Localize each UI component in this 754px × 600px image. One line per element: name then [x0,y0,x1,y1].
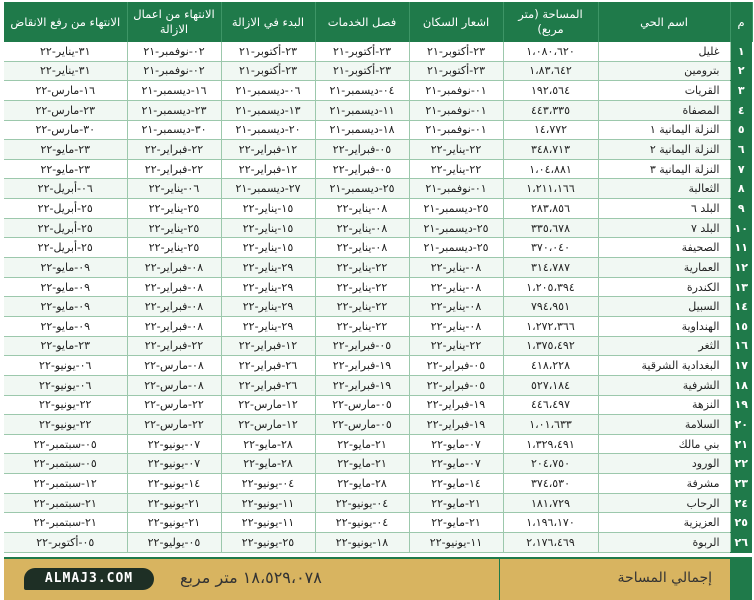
district-name-cell: البغدادية الشرقية [598,356,730,376]
area-cell: ١،٨٣،٦٤٢ [503,61,598,81]
row-num-cell: ١٤ [730,297,752,317]
table-row [4,434,752,454]
area-cell: ٢،١٧٦،٤٦٩ [503,533,598,553]
residents-notice-cell: ٢٣-أكتوبر-٢١ [409,42,503,61]
header-services-cut: فصل الخدمات [315,2,409,42]
header-num: م [730,2,752,42]
districts-table-panel [4,2,752,598]
removal-start-cell: ٢٧-ديسمبر-٢١ [221,179,315,199]
removal-end-cell: ٢١-يونيو-٢٢ [127,493,221,513]
debris-clear-cell: ٢٣-مارس-٢٢ [4,100,127,120]
area-cell: ١٤،٧٧٢ [503,120,598,140]
debris-clear-cell: ٣٠-مارس-٢٢ [4,120,127,140]
removal-end-cell: ٠٦-يناير-٢٢ [127,179,221,199]
area-cell: ٣٧٤،٥٣٠ [503,474,598,494]
table-header [4,2,752,42]
residents-notice-cell: ٠١-نوفمبر-٢١ [409,120,503,140]
district-name-cell: الصحيفة [598,238,730,258]
area-cell: ٤٤٣،٣٣٥ [503,100,598,120]
residents-notice-cell: ٢٥-ديسمبر-٢١ [409,218,503,238]
removal-end-cell: ٠٧-يونيو-٢٢ [127,434,221,454]
removal-end-cell: ٠٨-فبراير-٢٢ [127,277,221,297]
removal-end-cell: ٠٢-نوفمبر-٢١ [127,42,221,61]
services-cut-cell: ٢٢-يناير-٢٢ [315,258,409,278]
table-row [4,277,752,297]
total-area-value: ١٨،٥٢٩،٠٧٨ متر مربع [180,568,322,587]
removal-start-cell: ٢٠-ديسمبر-٢١ [221,120,315,140]
services-cut-cell: ٠٥-مارس-٢٢ [315,415,409,435]
almaj3-logo: ALMAJ3.COM [24,568,154,590]
table-row [4,454,752,474]
district-name-cell: العزيزية [598,513,730,533]
residents-notice-cell: ٠٥-فبراير-٢٢ [409,375,503,395]
debris-clear-cell: ٠٩-مايو-٢٢ [4,277,127,297]
services-cut-cell: ٠٤-يونيو-٢٢ [315,513,409,533]
removal-end-cell: ٢٢-مارس-٢٢ [127,395,221,415]
residents-notice-cell: ٠٨-يناير-٢٢ [409,277,503,297]
residents-notice-cell: ١٩-فبراير-٢٢ [409,415,503,435]
table-row [4,120,752,140]
row-num-cell: ٣ [730,81,752,101]
removal-start-cell: ١٢-فبراير-٢٢ [221,336,315,356]
table-row [4,238,752,258]
area-cell: ٣٣٥،٦٧٨ [503,218,598,238]
table-row [4,336,752,356]
row-num-cell: ١٩ [730,395,752,415]
area-cell: ٢٠٤،٧٥٠ [503,454,598,474]
removal-end-cell: ٢٥-يناير-٢٢ [127,199,221,219]
area-cell: ٢٨٣،٨٥٦ [503,199,598,219]
row-num-cell: ١٦ [730,336,752,356]
debris-clear-cell: ٢١-سبتمبر-٢٢ [4,493,127,513]
residents-notice-cell: ٢٢-يناير-٢٢ [409,336,503,356]
area-cell: ١،١٩٦،١٧٠ [503,513,598,533]
debris-clear-cell: ٠٦-يونيو-٢٢ [4,375,127,395]
debris-clear-cell: ٠٥-أكتوبر-٢٢ [4,533,127,553]
district-name-cell: الثعالبة [598,179,730,199]
district-name-cell: السلامة [598,415,730,435]
residents-notice-cell: ٠٥-فبراير-٢٢ [409,356,503,376]
removal-end-cell: ٠٧-يونيو-٢٢ [127,454,221,474]
debris-clear-cell: ٢١-سبتمبر-٢٢ [4,513,127,533]
removal-end-cell: ١٤-يونيو-٢٢ [127,474,221,494]
debris-clear-cell: ٠٩-مايو-٢٢ [4,258,127,278]
removal-start-cell: ٠٦-ديسمبر-٢١ [221,81,315,101]
debris-clear-cell: ٢٣-مايو-٢٢ [4,159,127,179]
residents-notice-cell: ١٩-فبراير-٢٢ [409,395,503,415]
area-cell: ١،٠٨٠،٦٢٠ [503,42,598,61]
removal-end-cell: ٢٥-يناير-٢٢ [127,218,221,238]
table-row [4,474,752,494]
removal-end-cell: ٢٢-فبراير-٢٢ [127,336,221,356]
removal-start-cell: ٢٩-يناير-٢٢ [221,297,315,317]
removal-end-cell: ٠٥-يوليو-٢٢ [127,533,221,553]
header-debris-clear: الانتهاء من رفع الانقاض [4,2,127,42]
area-cell: ١،٢٧٢،٣٦٦ [503,316,598,336]
removal-start-cell: ٢٩-يناير-٢٢ [221,277,315,297]
removal-end-cell: ٢٢-فبراير-٢٢ [127,159,221,179]
residents-notice-cell: ٠٧-مايو-٢٢ [409,454,503,474]
table-body [4,42,752,552]
area-cell: ٣٤٨،٧١٣ [503,140,598,160]
services-cut-cell: ١٩-فبراير-٢٢ [315,356,409,376]
district-name-cell: العمارية [598,258,730,278]
services-cut-cell: ٠٥-فبراير-٢٢ [315,159,409,179]
header-area: المساحة (متر مربع) [503,2,598,42]
area-cell: ٣٧٠،٠٤٠ [503,238,598,258]
area-cell: ٧٩٤،٩٥١ [503,297,598,317]
district-name-cell: البلد ٧ [598,218,730,238]
services-cut-cell: ٢٣-أكتوبر-٢١ [315,42,409,61]
residents-notice-cell: ٢١-مايو-٢٢ [409,513,503,533]
total-area-label: إجمالي المساحة [617,570,712,586]
row-num-cell: ٢ [730,61,752,81]
removal-end-cell: ٢٣-ديسمبر-٢١ [127,100,221,120]
services-cut-cell: ١٩-فبراير-٢٢ [315,375,409,395]
row-num-cell: ٢٣ [730,474,752,494]
removal-end-cell: ٢٢-فبراير-٢٢ [127,140,221,160]
debris-clear-cell: ٢٥-أبريل-٢٢ [4,199,127,219]
district-name-cell: النزلة اليمانية ١ [598,120,730,140]
table-row [4,513,752,533]
footer-num-strip [730,559,752,600]
table-row [4,61,752,81]
table-row [4,100,752,120]
district-name-cell: غليل [598,42,730,61]
removal-start-cell: ٢٩-يناير-٢٢ [221,258,315,278]
table-row [4,493,752,513]
debris-clear-cell: ٣١-يناير-٢٢ [4,61,127,81]
area-cell: ٥٢٧،١٨٤ [503,375,598,395]
district-name-cell: القريات [598,81,730,101]
table-row [4,218,752,238]
removal-start-cell: ٢٦-فبراير-٢٢ [221,356,315,376]
residents-notice-cell: ٢٥-ديسمبر-٢١ [409,238,503,258]
residents-notice-cell: ٢١-مايو-٢٢ [409,493,503,513]
debris-clear-cell: ١٢-سبتمبر-٢٢ [4,474,127,494]
area-cell: ١،٢٠٥،٣٩٤ [503,277,598,297]
removal-start-cell: ١٢-مارس-٢٢ [221,415,315,435]
table-row [4,316,752,336]
removal-start-cell: ١٥-يناير-٢٢ [221,218,315,238]
residents-notice-cell: ٠١-نوفمبر-٢١ [409,81,503,101]
services-cut-cell: ٢٣-أكتوبر-٢١ [315,61,409,81]
row-num-cell: ٦ [730,140,752,160]
districts-removal-schedule-table [4,2,753,553]
district-name-cell: بترومين [598,61,730,81]
debris-clear-cell: ٠٥-سبتمبر-٢٢ [4,454,127,474]
residents-notice-cell: ٢٣-أكتوبر-٢١ [409,61,503,81]
removal-start-cell: ٢٩-يناير-٢٢ [221,316,315,336]
removal-end-cell: ٢٢-مارس-٢٢ [127,415,221,435]
removal-start-cell: ١٥-يناير-٢٢ [221,199,315,219]
residents-notice-cell: ٠١-نوفمبر-٢١ [409,100,503,120]
debris-clear-cell: ٠٥-سبتمبر-٢٢ [4,434,127,454]
removal-start-cell: ٢٣-أكتوبر-٢١ [221,61,315,81]
services-cut-cell: ٠٤-يونيو-٢٢ [315,493,409,513]
residents-notice-cell: ١١-يونيو-٢٢ [409,533,503,553]
area-cell: ١،٠١،٦٣٣ [503,415,598,435]
residents-notice-cell: ٢٥-ديسمبر-٢١ [409,199,503,219]
debris-clear-cell: ٢٥-أبريل-٢٢ [4,238,127,258]
debris-clear-cell: ٠٦-أبريل-٢٢ [4,179,127,199]
row-num-cell: ٢٥ [730,513,752,533]
area-cell: ١،٢١١،١٦٦ [503,179,598,199]
row-num-cell: ١٨ [730,375,752,395]
services-cut-cell: ٢٢-يناير-٢٢ [315,316,409,336]
district-name-cell: مشرفة [598,474,730,494]
removal-start-cell: ٢٨-مايو-٢٢ [221,454,315,474]
district-name-cell: النزهة [598,395,730,415]
area-cell: ١٨١،٧٢٩ [503,493,598,513]
district-name-cell: السبيل [598,297,730,317]
row-num-cell: ٨ [730,179,752,199]
row-num-cell: ٥ [730,120,752,140]
removal-start-cell: ٢٦-فبراير-٢٢ [221,375,315,395]
row-num-cell: ١٧ [730,356,752,376]
row-num-cell: ١٣ [730,277,752,297]
services-cut-cell: ٠٨-يناير-٢٢ [315,238,409,258]
residents-notice-cell: ٢٢-يناير-٢٢ [409,140,503,160]
debris-clear-cell: ٣١-يناير-٢٢ [4,42,127,61]
table-row [4,42,752,61]
removal-start-cell: ١٢-فبراير-٢٢ [221,159,315,179]
debris-clear-cell: ٢٢-يونيو-٢٢ [4,395,127,415]
table-row [4,415,752,435]
removal-start-cell: ١١-يونيو-٢٢ [221,513,315,533]
services-cut-cell: ٠٥-فبراير-٢٢ [315,140,409,160]
footer-divider [499,559,500,600]
services-cut-cell: ٢٢-يناير-٢٢ [315,277,409,297]
removal-end-cell: ١٦-ديسمبر-٢١ [127,81,221,101]
district-name-cell: الشرفية [598,375,730,395]
row-num-cell: ١١ [730,238,752,258]
services-cut-cell: ٢٥-ديسمبر-٢١ [315,179,409,199]
removal-start-cell: ١٣-ديسمبر-٢١ [221,100,315,120]
residents-notice-cell: ٠١-نوفمبر-٢١ [409,179,503,199]
removal-end-cell: ٠٨-فبراير-٢٢ [127,258,221,278]
table-row [4,375,752,395]
row-num-cell: ٤ [730,100,752,120]
area-cell: ٣١٤،٧٨٧ [503,258,598,278]
debris-clear-cell: ٢٥-أبريل-٢٢ [4,218,127,238]
table-row [4,356,752,376]
residents-notice-cell: ٠٨-يناير-٢٢ [409,297,503,317]
debris-clear-cell: ٢٣-مايو-٢٢ [4,336,127,356]
area-cell: ١،٠٤،٨٨١ [503,159,598,179]
district-name-cell: الورود [598,454,730,474]
removal-end-cell: ٠٨-فبراير-٢٢ [127,297,221,317]
debris-clear-cell: ٢٢-يونيو-٢٢ [4,415,127,435]
services-cut-cell: ٠٥-فبراير-٢٢ [315,336,409,356]
services-cut-cell: ٠٤-ديسمبر-٢١ [315,81,409,101]
row-num-cell: ٧ [730,159,752,179]
district-name-cell: البلد ٦ [598,199,730,219]
debris-clear-cell: ٠٦-يونيو-٢٢ [4,356,127,376]
debris-clear-cell: ١٦-مارس-٢٢ [4,81,127,101]
services-cut-cell: ٢٢-يناير-٢٢ [315,297,409,317]
residents-notice-cell: ٠٨-يناير-٢٢ [409,258,503,278]
removal-start-cell: ٢٣-أكتوبر-٢١ [221,42,315,61]
residents-notice-cell: ٠٧-مايو-٢٢ [409,434,503,454]
table-row [4,140,752,160]
residents-notice-cell: ٠٨-يناير-٢٢ [409,316,503,336]
debris-clear-cell: ٢٣-مايو-٢٢ [4,140,127,160]
row-num-cell: ١٥ [730,316,752,336]
row-num-cell: ٢٤ [730,493,752,513]
header-removal-start: البدء في الازالة [221,2,315,42]
removal-start-cell: ٢٥-يونيو-٢٢ [221,533,315,553]
district-name-cell: الرحاب [598,493,730,513]
table-row [4,179,752,199]
residents-notice-cell: ١٤-مايو-٢٢ [409,474,503,494]
removal-start-cell: ١٥-يناير-٢٢ [221,238,315,258]
services-cut-cell: ٠٨-يناير-٢٢ [315,199,409,219]
removal-end-cell: ٠٨-مارس-٢٢ [127,356,221,376]
district-name-cell: الكندرة [598,277,730,297]
header-residents-notice: اشعار السكان [409,2,503,42]
total-area-footer [4,557,752,600]
removal-start-cell: ٢٨-مايو-٢٢ [221,434,315,454]
table-row [4,199,752,219]
removal-end-cell: ٠٨-فبراير-٢٢ [127,316,221,336]
area-cell: ١،٣٧٥،٤٩٢ [503,336,598,356]
removal-end-cell: ٣٠-ديسمبر-٢١ [127,120,221,140]
residents-notice-cell: ٢٢-يناير-٢٢ [409,159,503,179]
district-name-cell: الثغر [598,336,730,356]
table-row [4,258,752,278]
district-name-cell: النزلة اليمانية ٣ [598,159,730,179]
services-cut-cell: ١٨-يونيو-٢٢ [315,533,409,553]
row-num-cell: ٢٠ [730,415,752,435]
table-row [4,81,752,101]
table-row [4,533,752,553]
row-num-cell: ٢٦ [730,533,752,553]
removal-end-cell: ٢٥-يناير-٢٢ [127,238,221,258]
removal-end-cell: ٠٨-مارس-٢٢ [127,375,221,395]
removal-start-cell: ١٢-مارس-٢٢ [221,395,315,415]
row-num-cell: ١٢ [730,258,752,278]
row-num-cell: ٢٢ [730,454,752,474]
removal-start-cell: ٠٤-يونيو-٢٢ [221,474,315,494]
area-cell: ٤١٨،٢٢٨ [503,356,598,376]
district-name-cell: النزلة اليمانية ٢ [598,140,730,160]
services-cut-cell: ٢١-مايو-٢٢ [315,454,409,474]
services-cut-cell: ٢١-مايو-٢٢ [315,434,409,454]
area-cell: ١٩٢،٥٦٤ [503,81,598,101]
table-row [4,395,752,415]
row-num-cell: ٩ [730,199,752,219]
debris-clear-cell: ٠٩-مايو-٢٢ [4,316,127,336]
removal-start-cell: ١١-يونيو-٢٢ [221,493,315,513]
district-name-cell: بني مالك [598,434,730,454]
services-cut-cell: ١١-ديسمبر-٢١ [315,100,409,120]
district-name-cell: الربوة [598,533,730,553]
removal-end-cell: ٢١-يونيو-٢٢ [127,513,221,533]
area-cell: ٤٤٦،٤٩٧ [503,395,598,415]
removal-end-cell: ٠٢-نوفمبر-٢١ [127,61,221,81]
area-cell: ١،٣٢٩،٤٩١ [503,434,598,454]
district-name-cell: الهنداوية [598,316,730,336]
services-cut-cell: ١٨-ديسمبر-٢١ [315,120,409,140]
district-name-cell: المصفاة [598,100,730,120]
row-num-cell: ١٠ [730,218,752,238]
removal-start-cell: ١٢-فبراير-٢٢ [221,140,315,160]
table-row [4,159,752,179]
header-district-name: اسم الحي [598,2,730,42]
services-cut-cell: ٠٥-مارس-٢٢ [315,395,409,415]
table-row [4,297,752,317]
debris-clear-cell: ٠٩-مايو-٢٢ [4,297,127,317]
services-cut-cell: ٢٨-مايو-٢٢ [315,474,409,494]
services-cut-cell: ٠٨-يناير-٢٢ [315,218,409,238]
row-num-cell: ٢١ [730,434,752,454]
header-removal-end: الانتهاء من اعمال الازالة [127,2,221,42]
row-num-cell: ١ [730,42,752,61]
